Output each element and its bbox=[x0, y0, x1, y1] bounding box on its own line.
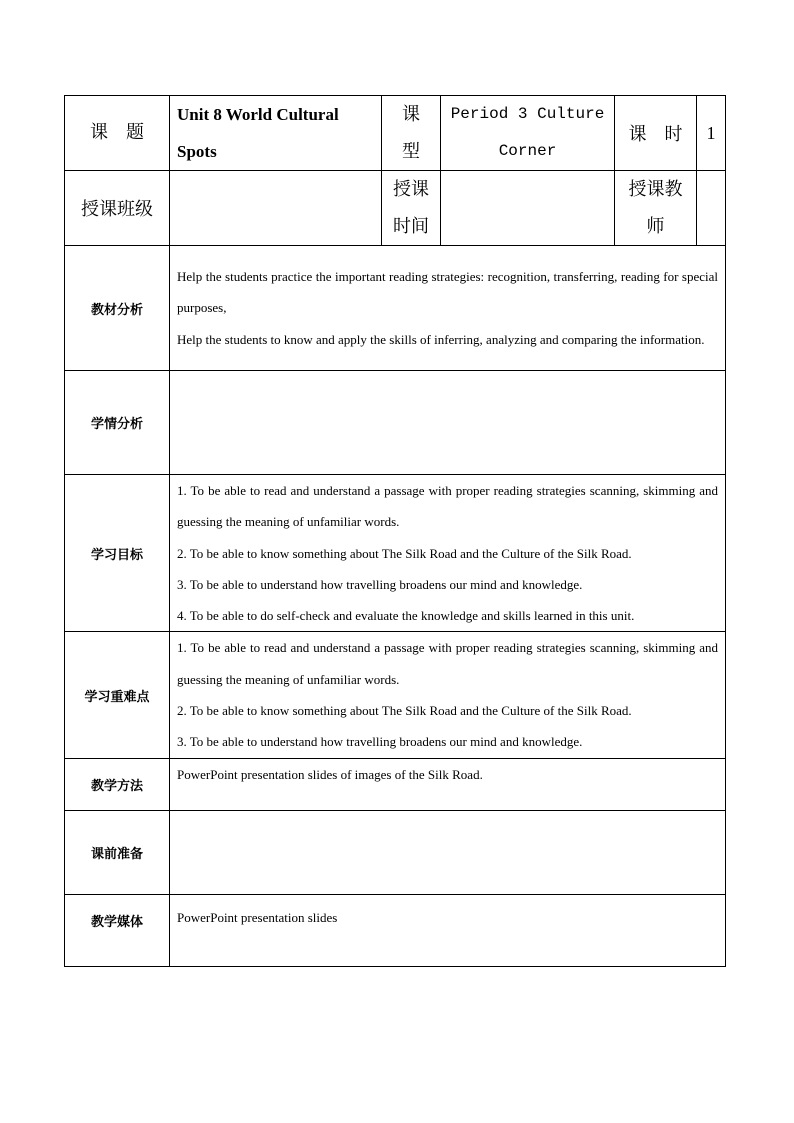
content-line: Help the students to know and apply the skills of inferring, analyzing and comparing the information. bbox=[177, 331, 705, 347]
row-preparation bbox=[65, 810, 726, 894]
content-line: 4. To be able to do self-check and evaluate the knowledge and skills learned in this unit. bbox=[177, 608, 635, 624]
topic-label: 课 题 bbox=[65, 96, 170, 171]
hours-value: 1 bbox=[697, 96, 726, 171]
type-label: 课型 bbox=[382, 96, 441, 171]
content-line: Help the students practice the important reading strategies: recognition, transferring, reading for special purposes, bbox=[177, 269, 718, 316]
row-label: 学情分析 bbox=[65, 371, 170, 475]
content-line: 3. To be able to understand how travelling broadens our mind and knowledge. bbox=[177, 734, 583, 750]
row-textbook-analysis bbox=[65, 246, 726, 371]
header-row-2 bbox=[65, 171, 726, 246]
type-value: Period 3 Culture Corner bbox=[441, 96, 615, 171]
row-label: 教学方法 bbox=[65, 758, 170, 810]
row-content bbox=[170, 632, 726, 758]
time-label: 授课时间 bbox=[382, 171, 441, 246]
content-line: PowerPoint presentation slides bbox=[177, 909, 338, 925]
row-label: 学习重难点 bbox=[65, 632, 170, 758]
row-label: 学习目标 bbox=[65, 475, 170, 632]
content-line: 2. To be able to know something about The Silk Road and the Culture of the Silk Road. bbox=[177, 703, 632, 719]
row-learning-objectives bbox=[65, 475, 726, 632]
time-value bbox=[441, 171, 615, 246]
content-line: 3. To be able to understand how travelling broadens our mind and knowledge. bbox=[177, 576, 583, 592]
topic-value: Unit 8 World Cultural Spots bbox=[170, 96, 382, 171]
content-line: PowerPoint presentation slides of images of the Silk Road. bbox=[177, 766, 483, 782]
row-label: 教学媒体 bbox=[65, 894, 170, 966]
teacher-label: 授课教师 bbox=[615, 171, 697, 246]
row-teaching-methods bbox=[65, 758, 726, 810]
content-line: 1. To be able to read and understand a passage with proper reading strategies scanning, skimming and guessing the meaning of unfamiliar words. bbox=[177, 483, 718, 530]
row-content bbox=[170, 246, 726, 371]
hours-label: 课 时 bbox=[615, 96, 697, 171]
class-value bbox=[170, 171, 382, 246]
row-label: 课前准备 bbox=[65, 810, 170, 894]
lesson-plan-table bbox=[64, 95, 726, 967]
row-key-difficulties bbox=[65, 632, 726, 758]
content-line: 2. To be able to know something about The Silk Road and the Culture of the Silk Road. bbox=[177, 545, 632, 561]
header-row-1 bbox=[65, 96, 726, 171]
row-content bbox=[170, 810, 726, 894]
row-content bbox=[170, 758, 726, 810]
row-content bbox=[170, 894, 726, 966]
teacher-value bbox=[697, 171, 726, 246]
row-student-analysis bbox=[65, 371, 726, 475]
row-content bbox=[170, 475, 726, 632]
content-line: 1. To be able to read and understand a passage with proper reading strategies scanning, skimming and guessing the meaning of unfamiliar words. bbox=[177, 640, 718, 687]
row-label: 教材分析 bbox=[65, 246, 170, 371]
row-content bbox=[170, 371, 726, 475]
row-teaching-media bbox=[65, 894, 726, 966]
class-label: 授课班级 bbox=[65, 171, 170, 246]
